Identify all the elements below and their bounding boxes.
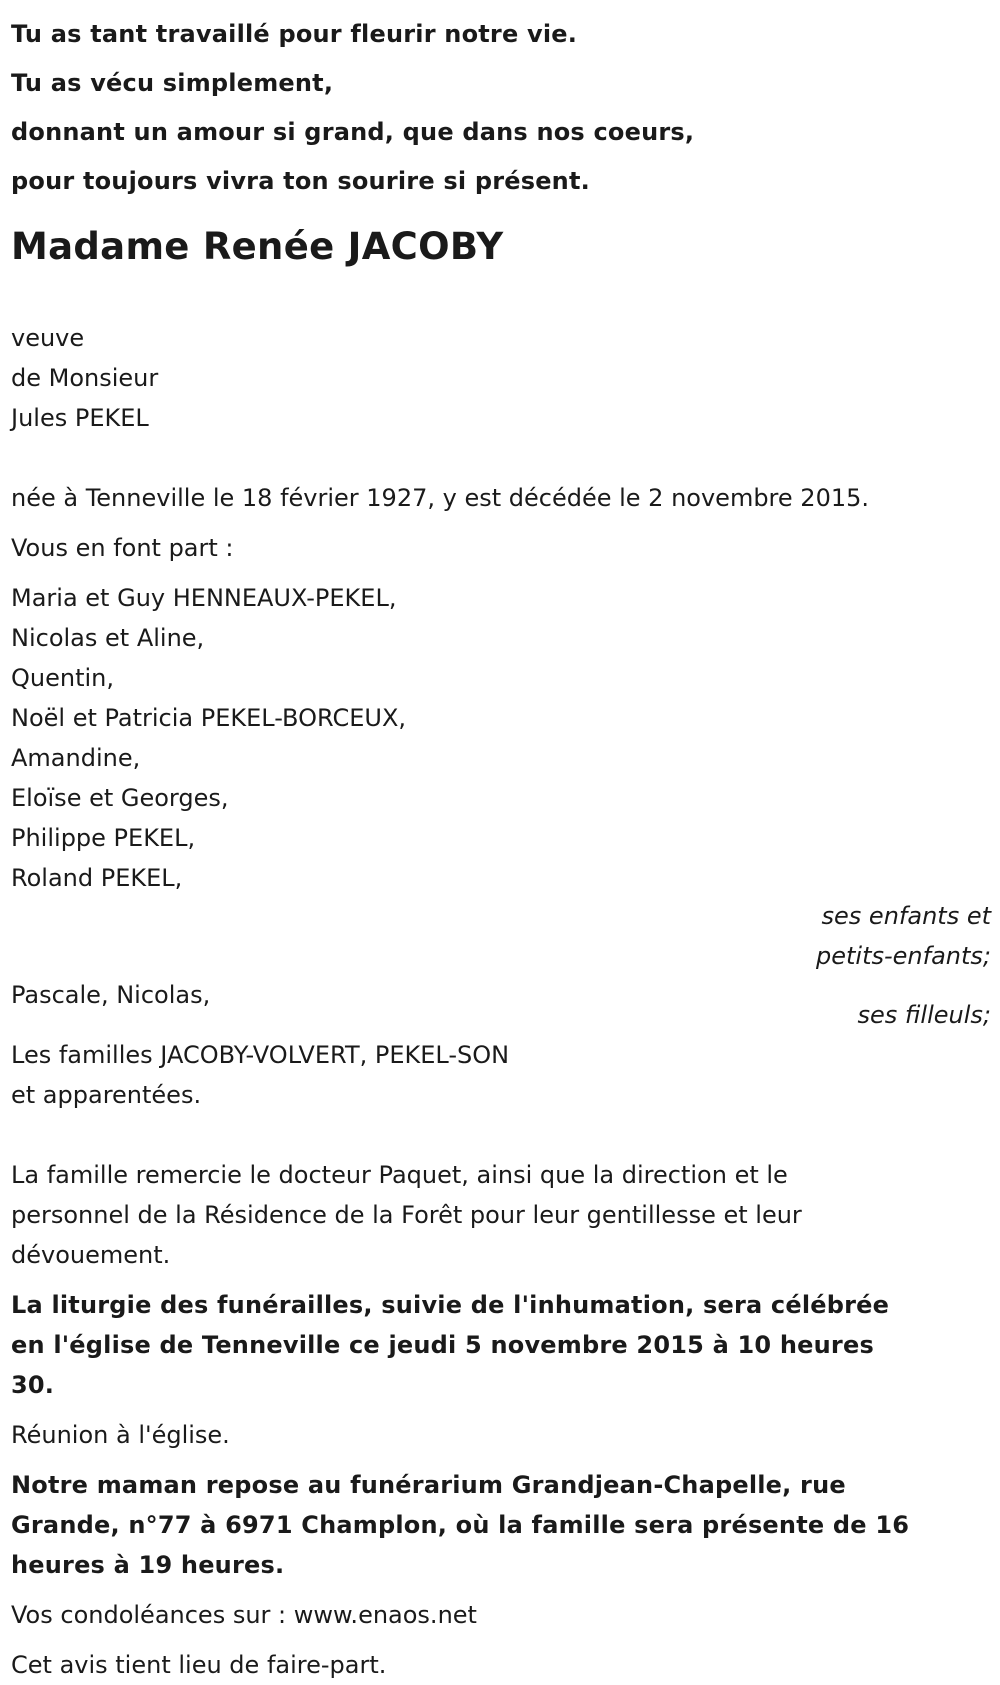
birth-death: née à Tenneville le 18 février 1927, y est décédée le 2 novembre 2015. (11, 484, 869, 512)
notice-line: Cet avis tient lieu de faire-part. (11, 1651, 387, 1679)
family-member: Roland PEKEL, (11, 864, 183, 892)
widow-line: Jules PEKEL (11, 404, 149, 432)
families-line: et apparentées. (11, 1081, 202, 1109)
families-line: Les familles JACOBY-VOLVERT, PEKEL-SON (11, 1041, 510, 1069)
children-list (11, 578, 991, 898)
widow-of (11, 318, 991, 438)
family-member: Eloïse et Georges, (11, 784, 229, 812)
children-relation-label-2: petits-enfants; (816, 942, 991, 970)
meeting-line: Réunion à l'église. (11, 1421, 230, 1449)
poem (11, 10, 991, 206)
families-block (11, 1035, 991, 1115)
godchildren-block (11, 975, 991, 1035)
deceased-name: Madame Renée JACOBY (11, 225, 504, 268)
family-member: Philippe PEKEL, (11, 824, 196, 852)
funerarium-paragraph: Notre maman repose au funérarium Grandjean-Chapelle, rue Grande, n°77 à 6971 Champlon, où la famille sera présente de 16 heures à 19 heures. (11, 1471, 910, 1579)
poem-line: pour toujours vivra ton sourire si présent. (11, 167, 590, 195)
godchildren: Pascale, Nicolas, (11, 981, 211, 1009)
announce-label: Vous en font part : (11, 534, 234, 562)
poem-line: Tu as vécu simplement, (11, 69, 334, 97)
family-member: Maria et Guy HENNEAUX-PEKEL, (11, 584, 397, 612)
condolences-line: Vos condoléances sur : www.enaos.net (11, 1601, 477, 1629)
children-relation-label: ses enfants et (821, 902, 991, 930)
poem-line: Tu as tant travaillé pour fleurir notre vie. (11, 20, 578, 48)
family-member: Noël et Patricia PEKEL-BORCEUX, (11, 704, 407, 732)
thanks-paragraph: La famille remercie le docteur Paquet, ainsi que la direction et le personnel de la Résidence de la Forêt pour leur gentillesse et leur dévouement. (11, 1161, 802, 1269)
widow-line: veuve (11, 324, 85, 352)
obituary-notice (11, 0, 991, 1685)
poem-line: donnant un amour si grand, que dans nos coeurs, (11, 118, 695, 146)
widow-line: de Monsieur (11, 364, 159, 392)
family-member: Quentin, (11, 664, 114, 692)
family-member: Nicolas et Aline, (11, 624, 205, 652)
liturgy-paragraph: La liturgie des funérailles, suivie de l'inhumation, sera célébrée en l'église de Tenneville ce jeudi 5 novembre 2015 à 10 heures 30. (11, 1291, 890, 1399)
family-member: Amandine, (11, 744, 141, 772)
godchildren-relation-label: ses filleuls; (857, 1001, 991, 1029)
